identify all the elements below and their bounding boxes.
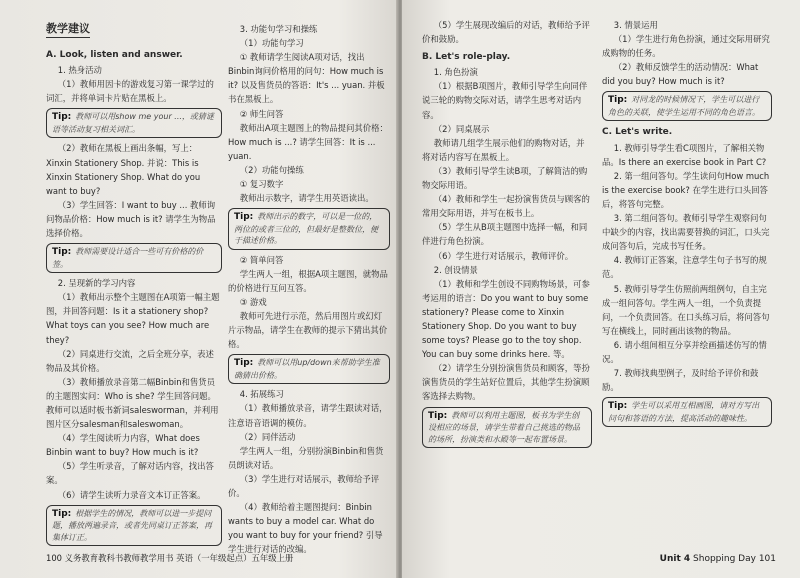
- step-b3-2: （2）教师反馈学生的活动情况：What did you buy? How much is it?: [602, 62, 759, 87]
- tip-box: Tip: 教师可以用up/down来帮助学生准确猜出价格。: [228, 354, 390, 384]
- step-3-2f: 教师可先进行示范，然后用图片或幻灯片示物品，请学生在教师的提示下猜出其价格。: [228, 311, 388, 350]
- heading-role-play: B. Let's role-play.: [422, 52, 511, 63]
- right-column-1: [422, 18, 592, 451]
- step-2-4: （4）学生阅读听力内容，What does Binbin want to buy? How much is it?: [46, 433, 200, 458]
- step-2-2: （2）同桌进行交流，之后全班分享，表述物品及其价格。: [46, 348, 214, 373]
- step-2-3: （3）教师播放录音第二幅Binbin和售货员的主题图实问：Who is she? 学生回答问题。教师可以适时板书新词salesworman，并利用图片区分salesman和saleswoman。: [46, 376, 219, 430]
- tip-box: Tip: 教师需要设计适合一些可有价格的价签。: [46, 243, 222, 273]
- right-page: [402, 0, 800, 578]
- section-title: 教学建议: [46, 22, 90, 38]
- step-4-2: （2）同伴活动: [239, 431, 296, 442]
- page-number: 101: [758, 554, 776, 564]
- unit-title: Shopping Day: [693, 554, 756, 564]
- step-3-2a: ① 复习数字: [239, 179, 284, 190]
- left-column-2: [228, 22, 390, 557]
- step-c1: 1. 教师引导学生看C项图片，了解相关物品。Is there an exercise book in Part C?: [602, 142, 767, 167]
- tip-box: Tip: 学生可以采用互相画图，请对方写出问句和答语的方法，提高活动的趣味性。: [602, 397, 772, 427]
- step-c5: 5. 教师引导学生仿照前两组例句，自主完成一组问答句。学生两人一组，一个负责提问，一个负责回答。在口头练习后，将问答句写在横线上，同时画出该物的物品。: [602, 283, 770, 336]
- step-3-1b: ② 师生问答: [239, 108, 284, 119]
- step-1-2: （2）教师在黑板上画出条幅，写上：Xinxin Stationery Shop. 并说：This is Xinxin Stationery Shop. What do you want to buy?: [46, 143, 201, 196]
- step-3-2: （2）功能句操练: [239, 164, 304, 175]
- step-1: 1. 热身活动: [57, 65, 102, 76]
- step-4-2a: 学生两人一组，分别扮演Binbin和售货员朗读对话。: [228, 445, 384, 470]
- step-3-2d: 学生两人一组，根据A项主题图，就物品的价格进行互问互答。: [228, 268, 388, 293]
- step-c6: 6. 请小组间相互分享并绘画描述仿写的情况。: [602, 339, 767, 364]
- step-3-2c: ② 简单问答: [239, 254, 284, 265]
- left-page-footer: 100 义务教育教科书教师教学用书 英语（一年级起点）五年级上册: [46, 553, 294, 563]
- step-1-1: （1）教师用因卡的游戏复习第一课学过的词汇，并将单词卡片贴在黑板上。: [46, 79, 214, 104]
- step-b1-5: （5）学生从B项主题图中选择一幅，和同伴进行角色扮演。: [422, 222, 588, 247]
- step-b3: 3. 情景运用: [613, 20, 658, 30]
- right-column-2: [602, 18, 772, 430]
- step-4-4: （4）教师给着主题图提问：Binbin wants to buy a model car. What do you want to buy for your friend? 引导学生进行对话的改编。: [228, 502, 383, 555]
- heading-look-listen-answer: A. Look, listen and answer.: [46, 50, 183, 61]
- unit-label: Unit 4: [659, 554, 691, 564]
- step-5: （5）学生展现改编后的对话，教师给予评价和鼓励。: [422, 20, 590, 45]
- heading-lets-write: C. Let's write.: [602, 127, 673, 138]
- tip-box: Tip: 教师可以用show me your ...，或猜谜语等活动复习相关词汇。: [46, 108, 222, 138]
- step-b2-1: （1）教师和学生创设不同购物场景，可参考运用的语言：Do you want to buy some stationery? Please come to Xinxin Stationery Shop. Do you want to buy some toys? Please go to the toy shop. You can buy some drinks here. 等。: [422, 278, 590, 360]
- tip-box: Tip: 对同龙的时候情况下，学生可以进行角色的关联，使学生运用不同的角色语言。: [602, 91, 772, 121]
- step-2: 2. 呈现新的学习内容: [57, 278, 136, 289]
- step-2-6: （6）请学生读听力录音文本订正答案。: [57, 489, 206, 500]
- step-b1-4: （4）教师和学生一起扮演售货员与顾客的常用交际用语，并写在板书上。: [422, 194, 590, 219]
- left-page: [0, 0, 398, 578]
- step-c4: 4. 教师订正答案，注意学生句子书写的规范。: [602, 255, 767, 280]
- step-c2: 2. 第一组问答句。学生读问句How much is the exercise book? 在学生进行口头回答后，将答句完整。: [602, 170, 770, 209]
- step-c7: 7. 教师找典型例子，及时给予评价和鼓励。: [602, 368, 759, 393]
- step-b1: 1. 角色扮演: [433, 67, 478, 78]
- step-1-3: （3）学生回答：I want to buy ... 教师询问物品价格：How much is it? 请学生为物品选择价格。: [46, 199, 216, 239]
- step-3-2b: 教师出示数字，请学生用英语读出。: [239, 193, 374, 204]
- step-b1-2a: 教师请几组学生展示他们的购物对话，并将对话内容写在黑板上。: [422, 137, 585, 162]
- step-3-1a: ① 教师请学生阅读A项对话，找出Binbin询问价格用的问句：How much is it? 以及售货员的答语：It's ... yuan. 并板书在黑板上。: [228, 52, 385, 105]
- tip-box: Tip: 根据学生的情况，教师可以进一步提问题，播放两遍录音，或者先同桌订正答案，再集体订正。: [46, 505, 222, 547]
- step-3-1c: 教师出A项主题图上的物品提问其价格：How much is ...? 请学生回答：It is ... yuan.: [228, 122, 388, 161]
- step-4-1: （1）教师播放录音，请学生跟读对话，注意语音语调的模仿。: [228, 403, 388, 428]
- step-b1-2: （2）同桌展示: [433, 123, 490, 134]
- step-4: 4. 拓展练习: [239, 389, 284, 400]
- step-b1-3: （3）教师引导学生读B项，了解简洁的购物交际用语。: [422, 165, 588, 191]
- step-b2-2: （2）请学生分别扮演售货员和顾客，等扮演售货员的学生站好位置后，其他学生扮演顾客选择去购物。: [422, 363, 590, 402]
- step-2-5: （5）学生听录音，了解对话内容，找出答案。: [46, 461, 214, 486]
- tip-box: Tip: 教师出示的数字，可以是一位的，两位的或者三位的，但最好是整数位，便于描述价格。: [228, 208, 390, 250]
- step-3: 3. 功能句学习和操练: [239, 24, 318, 34]
- left-column-1: [46, 22, 222, 549]
- step-3-2e: ③ 游戏: [239, 297, 267, 307]
- step-b2: 2. 创设情景: [433, 264, 478, 275]
- step-c3: 3. 第二组问答句。教师引导学生观察问句中缺少的内容，找出需要替换的词汇，口头完成问答句后，完成书写任务。: [602, 213, 770, 252]
- step-2-1: （1）教师出示整个主题图在A项第一幅主题图，并回答问题：Is it a stationery shop? What toys can you see? How much are they?: [46, 292, 220, 345]
- tip-box: Tip: 教师可以利用主题图，板书为学生创设相应的场景，请学生带着自己挑选的物品的场所，扮演类和水殿等一起布置场景。: [422, 407, 592, 449]
- step-4-3: （3）学生进行对话展示，教师给予评价。: [228, 473, 380, 499]
- step-b3-1: （1）学生进行角色扮演，通过交际用研究成购物的任务。: [602, 34, 770, 59]
- step-b1-6: （6）学生进行对话展示，教师评价。: [433, 250, 574, 261]
- step-b1-1: （1）根据B项图片，教师引导学生向同伴说三轮的购物交际对话，请学生思考对话内容。: [422, 81, 588, 120]
- step-3-1: （1）功能句学习: [239, 38, 304, 49]
- right-page-footer: [660, 554, 776, 564]
